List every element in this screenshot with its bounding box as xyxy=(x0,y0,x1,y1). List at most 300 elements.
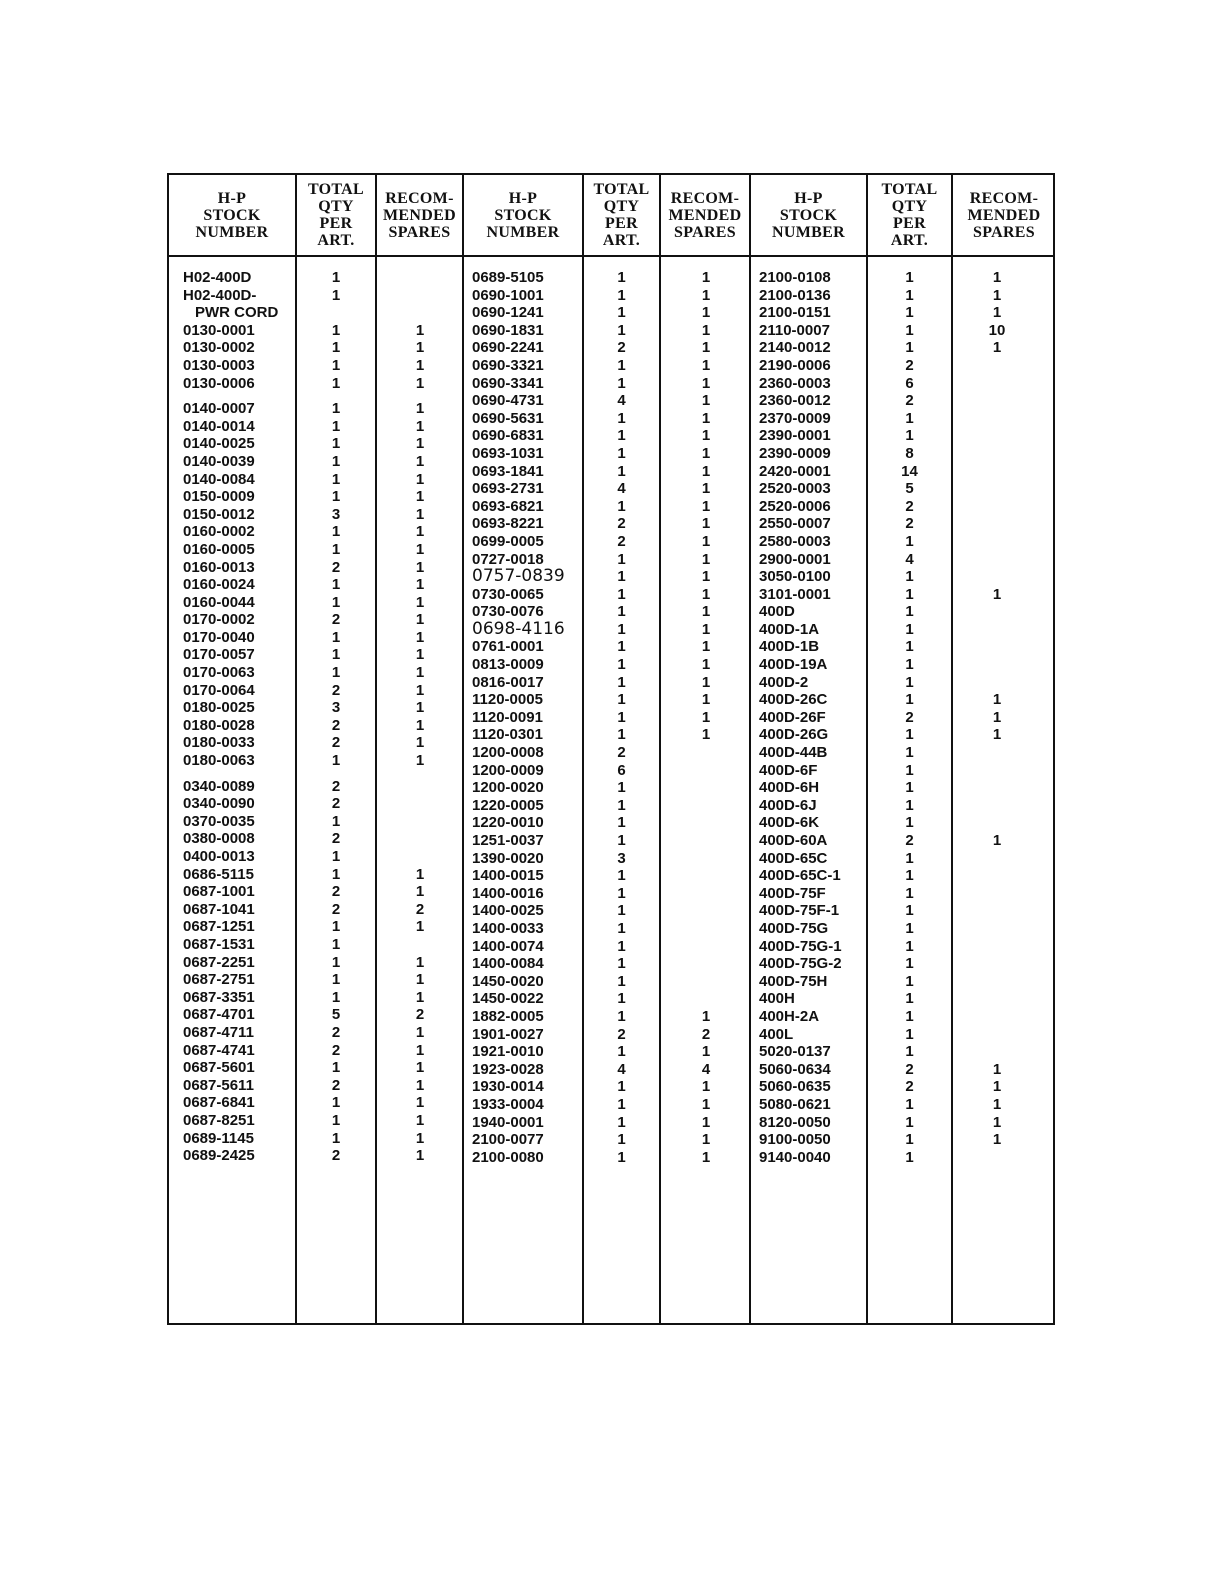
table-cell: 2140-0012 xyxy=(759,339,831,357)
table-cell: 1450-0020 xyxy=(472,972,544,990)
table-cell: 1120-0091 xyxy=(472,708,543,726)
table-cell: 2 xyxy=(331,795,341,813)
table-cell: 1 xyxy=(415,470,425,488)
table-cell: 1 xyxy=(331,918,341,936)
table-cell: 1 xyxy=(701,673,711,691)
table-cell: 1 xyxy=(701,708,711,726)
table-cell: 2 xyxy=(331,1147,341,1165)
table-cell xyxy=(377,936,463,954)
table-cell: 0687-4741 xyxy=(183,1041,255,1059)
table-cell xyxy=(377,304,463,322)
table-cell: 1 xyxy=(331,664,341,682)
table-cell: 1 xyxy=(617,1095,626,1113)
table-cell: 1 xyxy=(415,576,425,594)
table-cell: 0687-1041 xyxy=(183,900,255,918)
table-cell xyxy=(953,551,1041,569)
table-cell: 4 xyxy=(701,1060,711,1078)
table-cell xyxy=(953,1043,1041,1061)
table-cell: 1 xyxy=(905,691,914,709)
table-cell: 2100-0077 xyxy=(472,1131,544,1149)
table-cell: 1 xyxy=(415,452,425,470)
table-cell: 0160-0024 xyxy=(183,576,255,594)
table-cell: 1 xyxy=(905,1148,914,1166)
table-cell: 400D-60A xyxy=(759,832,828,849)
table-cell: 1 xyxy=(415,435,425,453)
table-cell: 1 xyxy=(331,953,341,971)
table-cell: 0689-1145 xyxy=(183,1129,254,1147)
table-cell: 2 xyxy=(617,532,626,550)
table-cell: 0690-1241 xyxy=(472,304,544,322)
table-cell: 2550-0007 xyxy=(759,515,831,533)
header-total-qty: TOTAL QTY PER ART. xyxy=(593,181,650,249)
table-cell: 1 xyxy=(905,585,914,603)
table-cell: 2 xyxy=(905,392,914,410)
table-cell: 0687-4701 xyxy=(183,1006,255,1024)
table-cell: 1 xyxy=(415,558,425,576)
table-cell: 1 xyxy=(415,593,425,611)
table-cell: 400D-44B xyxy=(759,744,828,762)
table-cell xyxy=(377,287,463,305)
table-cell xyxy=(953,463,1041,481)
table-cell: 1 xyxy=(992,286,1002,304)
table-cell: 4 xyxy=(617,392,626,410)
table-cell: 1 xyxy=(331,576,341,594)
table-cell: 1 xyxy=(331,523,341,541)
table-cell: 1 xyxy=(415,918,425,936)
table-cell: 1 xyxy=(617,286,626,304)
table-cell xyxy=(953,920,1041,938)
stock-number-column xyxy=(759,269,864,1166)
table-cell: 1 xyxy=(992,708,1002,726)
table-cell xyxy=(953,938,1041,956)
table-cell: 1 xyxy=(617,1131,626,1149)
table-cell: 0813-0009 xyxy=(472,656,544,674)
table-cell: 1 xyxy=(415,953,425,971)
table-cell xyxy=(953,674,1041,692)
table-cell: 1 xyxy=(331,452,341,470)
table-cell: 1 xyxy=(331,435,341,453)
table-cell: 9140-0040 xyxy=(759,1148,831,1166)
table-cell: 1 xyxy=(331,848,341,865)
table-cell: 2110-0007 xyxy=(759,321,830,339)
table-cell: 1 xyxy=(905,1131,914,1149)
table-cell: 1 xyxy=(331,400,341,418)
table-cell: 1 xyxy=(905,304,914,322)
table-cell: 1 xyxy=(701,656,711,674)
table-cell: 1 xyxy=(415,400,425,418)
table-cell xyxy=(953,973,1041,991)
table-cell: 0687-1001 xyxy=(183,883,255,901)
table-cell: 2 xyxy=(331,734,341,752)
table-cell: 400D-6F xyxy=(759,761,818,779)
table-cell: 0380-0008 xyxy=(183,830,255,848)
table-cell: 1 xyxy=(617,673,626,691)
table-cell: 0150-0012 xyxy=(183,505,255,523)
table-cell: 1 xyxy=(415,883,425,901)
table-cell: 400D-26G xyxy=(759,726,829,744)
table-cell xyxy=(953,603,1041,621)
table-cell: 2520-0003 xyxy=(759,480,831,498)
table-cell: 3 xyxy=(617,849,626,867)
table-cell xyxy=(377,795,463,813)
total-qty-column xyxy=(297,269,375,1165)
table-cell: 400D-75G xyxy=(759,919,829,937)
table-cell xyxy=(377,848,463,866)
table-cell: 1 xyxy=(617,304,626,322)
table-cell: 1 xyxy=(701,550,711,568)
table-cell: 1400-0025 xyxy=(472,902,544,920)
table-cell: 2 xyxy=(331,611,341,629)
table-cell: 0130-0006 xyxy=(183,374,255,392)
table-cell: 5 xyxy=(331,1006,341,1024)
table-cell: 1 xyxy=(331,812,341,830)
table-cell: 400D xyxy=(759,603,795,621)
table-cell: 2 xyxy=(331,558,341,576)
table-cell: 0180-0033 xyxy=(183,734,255,752)
table-cell: 1 xyxy=(617,726,626,744)
table-cell: 1 xyxy=(415,321,425,339)
table-cell: 1 xyxy=(415,646,425,664)
table-cell: 1 xyxy=(415,1094,425,1112)
table-cell: 0687-6841 xyxy=(183,1094,255,1112)
header-stock-number: H-P STOCK NUMBER xyxy=(486,189,560,241)
table-cell: 1 xyxy=(331,540,341,558)
table-cell: 0140-0084 xyxy=(183,470,255,488)
table-cell: 400D-75F-1 xyxy=(759,902,840,920)
table-cell: 0693-6821 xyxy=(472,497,544,515)
table-cell: 1 xyxy=(701,585,711,603)
table-cell: 1901-0027 xyxy=(472,1025,544,1043)
table-cell: 0687-4711 xyxy=(183,1023,254,1041)
table-cell: 3101-0001 xyxy=(759,585,831,603)
table-cell: 8 xyxy=(905,444,914,462)
header-recommended-spares: RECOM- MENDED SPARES xyxy=(383,189,456,241)
table-cell: 1 xyxy=(415,488,425,506)
table-cell: PWR CORD xyxy=(195,304,279,322)
table-cell: 2 xyxy=(617,339,626,357)
table-cell: 1 xyxy=(905,955,914,973)
table-cell: 2 xyxy=(905,497,914,515)
table-cell: 0761-0001 xyxy=(472,638,544,656)
table-cell: 1 xyxy=(415,1023,425,1041)
table-cell: 4 xyxy=(617,1060,626,1078)
table-cell: 1 xyxy=(905,796,914,814)
table-cell: 0340-0089 xyxy=(183,777,255,795)
total-qty-column xyxy=(868,269,951,1166)
table-cell: 400D-75G-1 xyxy=(759,937,842,955)
table-cell: 2 xyxy=(905,515,914,533)
table-cell: 1 xyxy=(701,691,711,709)
table-cell: 2 xyxy=(701,1025,711,1043)
table-cell: 0686-5115 xyxy=(183,865,254,883)
table-cell: 1 xyxy=(992,585,1002,603)
table-cell: 1 xyxy=(415,988,425,1006)
table-cell xyxy=(377,269,463,287)
table-cell: 400D-2 xyxy=(759,673,809,691)
table-cell: 1 xyxy=(331,286,341,304)
table-cell: 1 xyxy=(415,1059,425,1077)
table-cell xyxy=(297,304,375,322)
table-cell: 1 xyxy=(617,1148,626,1166)
table-cell: 1 xyxy=(701,497,711,515)
table-cell: 1 xyxy=(905,937,914,955)
table-cell: 400D-1A xyxy=(759,620,820,638)
table-cell: 1 xyxy=(905,673,914,691)
table-cell: 400H xyxy=(759,990,795,1008)
table-cell: 1220-0010 xyxy=(472,814,544,832)
table-cell: 1 xyxy=(617,1007,626,1025)
table-cell: 0687-8251 xyxy=(183,1111,255,1129)
table-cell: 0180-0063 xyxy=(183,752,255,770)
table-cell: 1251-0037 xyxy=(472,832,544,849)
table-cell: 0160-0013 xyxy=(183,558,255,576)
table-cell: 1 xyxy=(905,1095,914,1113)
table-cell: 1 xyxy=(617,832,626,849)
table-cell: 0140-0025 xyxy=(183,435,255,453)
table-cell: 1 xyxy=(617,374,626,392)
table-cell: 1 xyxy=(617,691,626,709)
table-cell: 0690-6831 xyxy=(472,427,544,445)
table-cell: 0160-0044 xyxy=(183,593,255,611)
table-cell: 1 xyxy=(331,374,341,392)
table-cell: 0140-0039 xyxy=(183,452,255,470)
table-cell: 1 xyxy=(415,339,425,357)
table-cell: 1 xyxy=(701,1131,711,1149)
table-cell xyxy=(661,797,751,815)
table-cell: 1 xyxy=(701,444,711,462)
table-cell xyxy=(953,779,1041,797)
table-cell xyxy=(377,813,463,831)
table-cell: 0160-0002 xyxy=(183,523,255,541)
table-cell: 14 xyxy=(901,462,918,480)
table-cell: 1 xyxy=(701,1078,711,1096)
table-cell: 0690-1831 xyxy=(472,321,544,339)
table-cell: 2 xyxy=(331,1076,341,1094)
table-cell: 0400-0013 xyxy=(183,848,255,865)
table-cell: 1 xyxy=(905,867,914,885)
table-cell: 400D-19A xyxy=(759,656,828,674)
table-cell: 1 xyxy=(617,955,626,973)
table-cell: 1 xyxy=(701,1113,711,1131)
table-cell: 0687-1531 xyxy=(183,935,255,953)
table-cell xyxy=(953,797,1041,815)
table-cell: 5060-0634 xyxy=(759,1060,831,1078)
table-cell: 1 xyxy=(701,638,711,656)
table-cell: 1 xyxy=(992,1131,1002,1149)
table-cell: 1 xyxy=(701,304,711,322)
table-cell: 0727-0018 xyxy=(472,550,544,568)
table-cell: 1200-0008 xyxy=(472,744,544,762)
table-cell: 1 xyxy=(905,1113,914,1131)
table-cell: 0687-5611 xyxy=(183,1076,254,1094)
table-cell: 1 xyxy=(905,532,914,550)
table-cell: 2190-0006 xyxy=(759,356,831,374)
table-cell: 0150-0009 xyxy=(183,488,255,506)
total-qty-column xyxy=(584,269,659,1166)
table-cell: 1 xyxy=(992,726,1002,744)
table-cell: 1 xyxy=(701,603,711,621)
table-cell: 1 xyxy=(905,339,914,357)
table-cell: 1 xyxy=(701,620,711,638)
table-cell xyxy=(953,357,1041,375)
table-cell: 3 xyxy=(331,505,341,523)
table-cell: 1 xyxy=(905,972,914,990)
table-cell: 0693-1031 xyxy=(472,444,544,462)
table-cell: 1 xyxy=(905,409,914,427)
table-cell: 1 xyxy=(992,832,1002,849)
table-cell: 0730-0076 xyxy=(472,603,544,621)
table-cell: 1 xyxy=(905,744,914,762)
table-cell xyxy=(953,515,1041,533)
table-cell: 400H-2A xyxy=(759,1007,820,1025)
table-cell: 400D-26F xyxy=(759,708,826,726)
table-cell: 1 xyxy=(905,849,914,867)
table-cell: 2 xyxy=(331,900,341,918)
table-cell: 1 xyxy=(992,691,1002,709)
table-cell: 1 xyxy=(617,884,626,902)
table-cell: 3050-0100 xyxy=(759,568,831,586)
table-cell: 1 xyxy=(701,392,711,410)
table-cell: 1 xyxy=(331,628,341,646)
table-cell: 1 xyxy=(701,339,711,357)
table-cell xyxy=(953,814,1041,832)
table-cell: 1 xyxy=(617,444,626,462)
table-cell: 1 xyxy=(617,1113,626,1131)
table-cell: 10 xyxy=(988,321,1006,339)
table-cell xyxy=(953,375,1041,393)
table-cell: 5080-0621 xyxy=(759,1095,831,1113)
table-cell xyxy=(953,568,1041,586)
table-cell: 1 xyxy=(617,427,626,445)
table-cell: 0690-1001 xyxy=(472,286,544,304)
stock-number-column xyxy=(472,269,582,1166)
table-cell: H02-400D xyxy=(183,269,252,286)
stock-number-column xyxy=(183,269,293,1165)
table-cell: 2 xyxy=(905,356,914,374)
table-cell: 1 xyxy=(415,681,425,699)
table-cell: 1 xyxy=(415,417,425,435)
table-cell: 2100-0108 xyxy=(759,269,831,286)
table-cell: 0370-0035 xyxy=(183,812,255,830)
table-cell: 1 xyxy=(905,1007,914,1025)
table-cell: 1 xyxy=(617,656,626,674)
table-cell: 1 xyxy=(701,1095,711,1113)
table-cell xyxy=(953,1008,1041,1026)
header-total-qty: TOTAL QTY PER ART. xyxy=(881,181,938,249)
table-cell: 0693-2731 xyxy=(472,480,544,498)
table-cell: 1 xyxy=(701,480,711,498)
table-cell: 1400-0084 xyxy=(472,955,544,973)
table-cell: 1 xyxy=(905,269,914,286)
table-cell xyxy=(953,850,1041,868)
table-cell: 1 xyxy=(701,427,711,445)
header-divider xyxy=(169,255,1053,257)
table-cell: 8120-0050 xyxy=(759,1113,831,1131)
table-cell: 0690-2241 xyxy=(472,339,544,357)
table-cell: 0699-0005 xyxy=(472,532,544,550)
table-cell: 1 xyxy=(701,726,711,744)
table-cell xyxy=(953,533,1041,551)
table-cell: 1 xyxy=(617,867,626,885)
header-total-qty: TOTAL QTY PER ART. xyxy=(307,181,365,249)
header-recommended-spares: RECOM- MENDED SPARES xyxy=(668,189,742,241)
table-cell: 1 xyxy=(905,620,914,638)
table-cell: 1 xyxy=(331,1059,341,1077)
recommended-spares-column xyxy=(661,269,751,1166)
table-cell: 0130-0001 xyxy=(183,321,255,339)
table-cell: 2100-0080 xyxy=(472,1148,544,1166)
table-cell: 1 xyxy=(617,497,626,515)
table-cell: 1 xyxy=(992,1113,1002,1131)
table-cell: 1 xyxy=(415,699,425,717)
table-cell xyxy=(953,955,1041,973)
table-cell: H02-400D- xyxy=(183,286,257,304)
table-cell: 1 xyxy=(617,568,626,586)
table-cell: 1390-0020 xyxy=(472,849,544,867)
table-cell: 2 xyxy=(905,708,914,726)
table-cell: 1 xyxy=(701,374,711,392)
table-cell xyxy=(953,638,1041,656)
table-cell xyxy=(953,410,1041,428)
table-cell: 1 xyxy=(331,752,341,770)
table-cell: 1 xyxy=(415,716,425,734)
table-cell: 1 xyxy=(331,470,341,488)
table-cell: 1 xyxy=(701,568,711,586)
table-cell: 0690-3321 xyxy=(472,356,544,374)
table-cell xyxy=(661,779,751,797)
table-cell: 1 xyxy=(617,990,626,1008)
table-cell: 0816-0017 xyxy=(472,673,544,691)
table-cell: 1 xyxy=(617,321,626,339)
table-cell: 1 xyxy=(701,356,711,374)
table-cell: 400D-65C xyxy=(759,849,828,867)
table-cell xyxy=(953,902,1041,920)
recommended-spares-column xyxy=(377,269,463,1165)
table-cell: 1 xyxy=(415,734,425,752)
table-cell: 1450-0022 xyxy=(472,990,544,1008)
table-cell: 0687-3351 xyxy=(183,988,255,1006)
table-cell: 0693-8221 xyxy=(472,515,544,533)
table-cell: 1940-0001 xyxy=(472,1113,544,1131)
table-cell: 1 xyxy=(617,1078,626,1096)
table-cell: 1 xyxy=(905,286,914,304)
table-cell: 1930-0014 xyxy=(472,1078,544,1096)
table-cell: 1 xyxy=(905,568,914,586)
table-cell: 0693-1841 xyxy=(472,462,544,480)
table-cell: 1400-0033 xyxy=(472,919,544,937)
table-cell: 1 xyxy=(415,1129,425,1147)
table-cell: 1400-0074 xyxy=(472,937,544,955)
table-cell: 400L xyxy=(759,1025,794,1043)
table-cell: 1 xyxy=(905,919,914,937)
table-cell xyxy=(661,867,751,885)
table-cell: 1 xyxy=(415,1111,425,1129)
table-cell: 1 xyxy=(617,603,626,621)
table-cell: 0690-3341 xyxy=(472,374,544,392)
table-cell: 1 xyxy=(415,628,425,646)
table-cell: 2 xyxy=(415,1006,425,1024)
table-cell: 0690-4731 xyxy=(472,392,544,410)
table-cell: 0687-2251 xyxy=(183,953,255,971)
table-cell: 1882-0005 xyxy=(472,1007,544,1025)
table-cell xyxy=(953,762,1041,780)
table-cell xyxy=(377,830,463,848)
table-cell: 1 xyxy=(905,726,914,744)
table-cell: 1 xyxy=(415,523,425,541)
table-cell: 1 xyxy=(331,1094,341,1112)
table-cell xyxy=(661,955,751,973)
table-cell: 1 xyxy=(617,1043,626,1061)
